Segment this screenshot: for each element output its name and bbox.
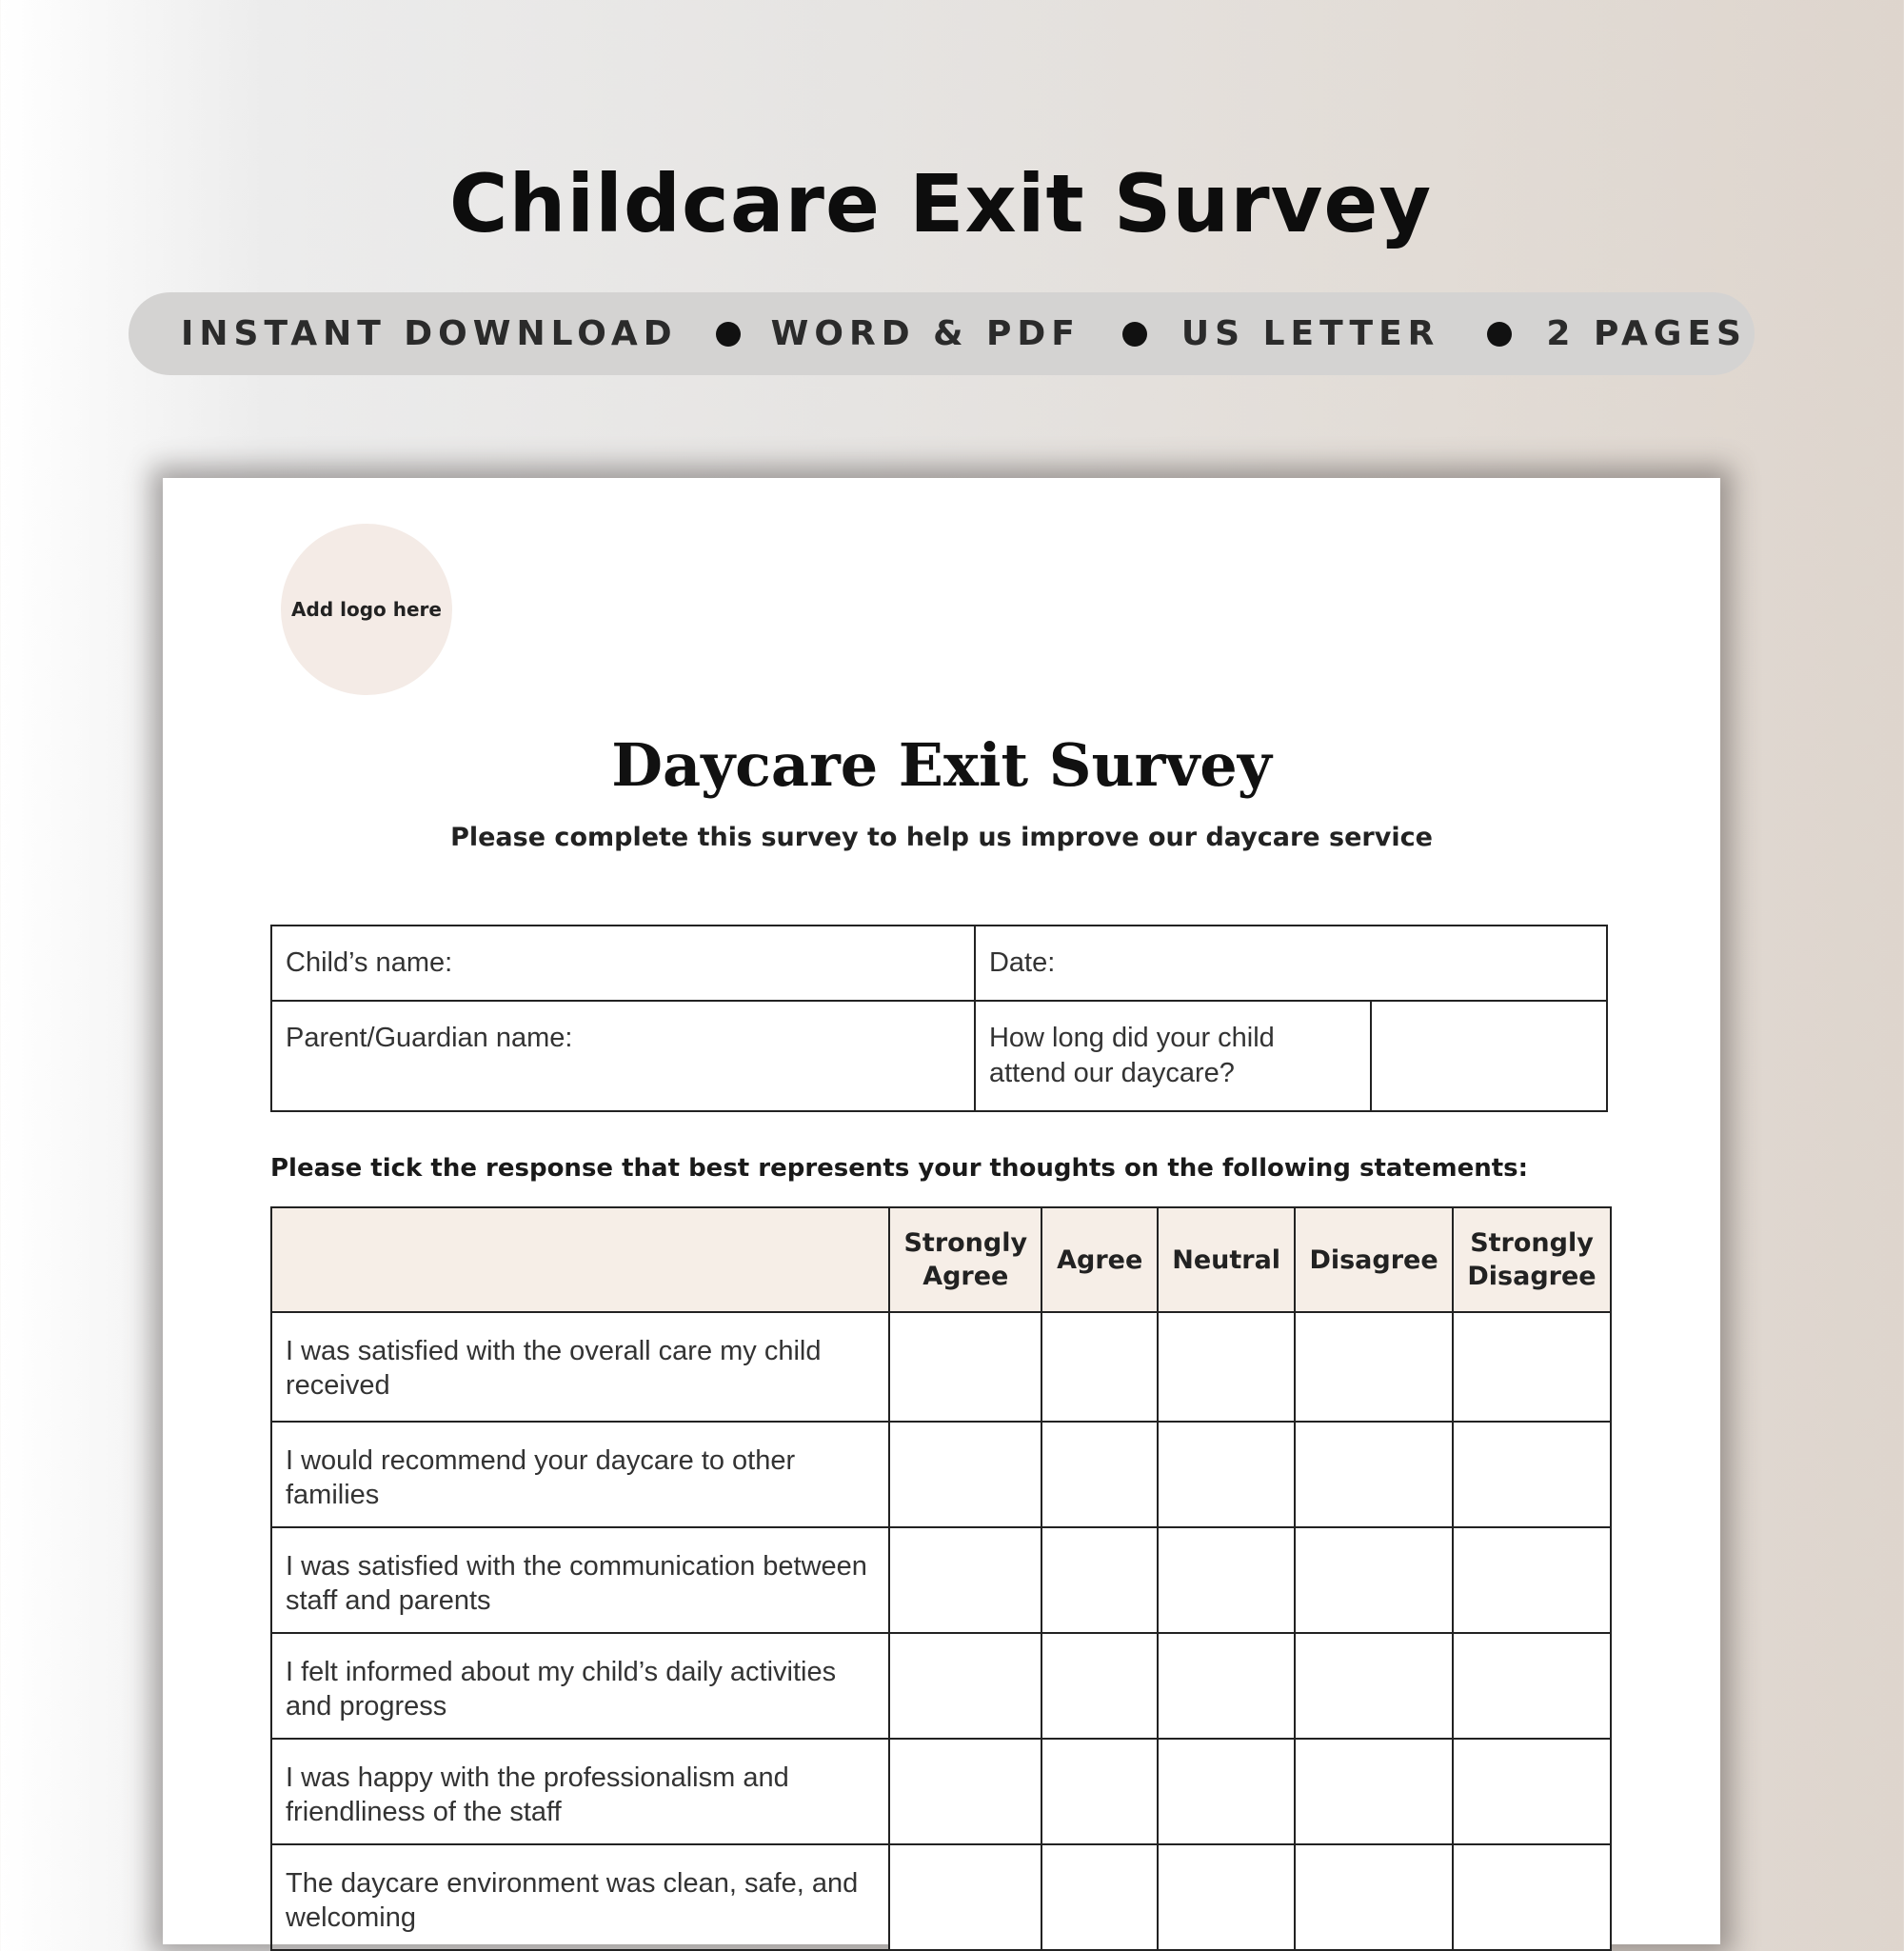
logo-placeholder: Add logo here: [281, 524, 452, 695]
document-page: [163, 478, 1720, 1944]
response-cell-strongly-disagree[interactable]: [1453, 1844, 1611, 1950]
statement-text: The daycare environment was clean, safe, and welcoming: [271, 1844, 889, 1950]
header-strongly-disagree: Strongly Disagree: [1453, 1207, 1611, 1312]
feature-instant-download: INSTANT DOWNLOAD: [181, 314, 678, 353]
response-cell-strongly-agree[interactable]: [889, 1633, 1041, 1739]
response-cell-strongly-agree[interactable]: [889, 1312, 1041, 1422]
bullet-dot-icon: [716, 322, 741, 347]
response-cell-disagree[interactable]: [1295, 1527, 1453, 1633]
response-cell-neutral[interactable]: [1158, 1527, 1295, 1633]
instructions-text: Please tick the response that best represents your thoughts on the following statements:: [270, 1154, 1529, 1183]
header-neutral: Neutral: [1158, 1207, 1295, 1312]
response-cell-disagree[interactable]: [1295, 1312, 1453, 1422]
response-cell-strongly-agree[interactable]: [889, 1422, 1041, 1527]
header-strongly-agree: Strongly Agree: [889, 1207, 1041, 1312]
feature-us-letter: US LETTER: [1180, 314, 1440, 353]
table-row: [271, 1844, 1611, 1950]
response-cell-agree[interactable]: [1041, 1633, 1158, 1739]
response-cell-agree[interactable]: [1041, 1422, 1158, 1527]
statement-text: I was happy with the professionalism and friendliness of the staff: [271, 1739, 889, 1844]
response-cell-disagree[interactable]: [1295, 1422, 1453, 1527]
response-cell-agree[interactable]: [1041, 1739, 1158, 1844]
statement-text: I would recommend your daycare to other families: [271, 1422, 889, 1527]
response-cell-strongly-disagree[interactable]: [1453, 1527, 1611, 1633]
survey-table: [270, 1206, 1612, 1951]
response-cell-strongly-agree[interactable]: [889, 1844, 1041, 1950]
bullet-dot-icon: [1122, 322, 1147, 347]
banner-title: Childcare Exit Survey: [448, 157, 1433, 250]
response-cell-neutral[interactable]: [1158, 1844, 1295, 1950]
response-cell-strongly-agree[interactable]: [889, 1739, 1041, 1844]
response-cell-neutral[interactable]: [1158, 1739, 1295, 1844]
date-field[interactable]: Date:: [975, 926, 1607, 1001]
response-cell-disagree[interactable]: [1295, 1844, 1453, 1950]
response-cell-neutral[interactable]: [1158, 1312, 1295, 1422]
table-row: [271, 1422, 1611, 1527]
response-cell-neutral[interactable]: [1158, 1633, 1295, 1739]
response-cell-disagree[interactable]: [1295, 1739, 1453, 1844]
feature-pill: [129, 292, 1755, 375]
table-row: [271, 1527, 1611, 1633]
response-cell-agree[interactable]: [1041, 1527, 1158, 1633]
bullet-dot-icon: [1487, 322, 1512, 347]
table-row: [271, 1739, 1611, 1844]
statement-text: I was satisfied with the overall care my child received: [271, 1312, 889, 1422]
statement-header: [271, 1207, 889, 1312]
duration-question-label: How long did your child attend our daycare?: [975, 1001, 1371, 1111]
feature-word-pdf: WORD & PDF: [770, 314, 1081, 353]
document-title: Daycare Exit Survey: [611, 730, 1272, 800]
statement-text: I was satisfied with the communication between staff and parents: [271, 1527, 889, 1633]
child-name-field[interactable]: Child’s name:: [271, 926, 975, 1001]
table-row: [271, 1312, 1611, 1422]
response-cell-strongly-agree[interactable]: [889, 1527, 1041, 1633]
header-disagree: Disagree: [1295, 1207, 1453, 1312]
response-cell-strongly-disagree[interactable]: [1453, 1739, 1611, 1844]
statement-text: I felt informed about my child’s daily activities and progress: [271, 1633, 889, 1739]
response-cell-disagree[interactable]: [1295, 1633, 1453, 1739]
response-cell-strongly-disagree[interactable]: [1453, 1422, 1611, 1527]
response-cell-strongly-disagree[interactable]: [1453, 1312, 1611, 1422]
document-subtitle: Please complete this survey to help us improve our daycare service: [450, 823, 1433, 852]
response-cell-neutral[interactable]: [1158, 1422, 1295, 1527]
response-cell-agree[interactable]: [1041, 1844, 1158, 1950]
response-cell-strongly-disagree[interactable]: [1453, 1633, 1611, 1739]
duration-answer-field[interactable]: [1371, 1001, 1607, 1111]
header-agree: Agree: [1041, 1207, 1158, 1312]
feature-pages: 2 PAGES: [1546, 314, 1747, 353]
response-cell-agree[interactable]: [1041, 1312, 1158, 1422]
parent-name-field[interactable]: Parent/Guardian name:: [271, 1001, 975, 1111]
info-table: [270, 925, 1608, 1112]
table-row: [271, 1633, 1611, 1739]
